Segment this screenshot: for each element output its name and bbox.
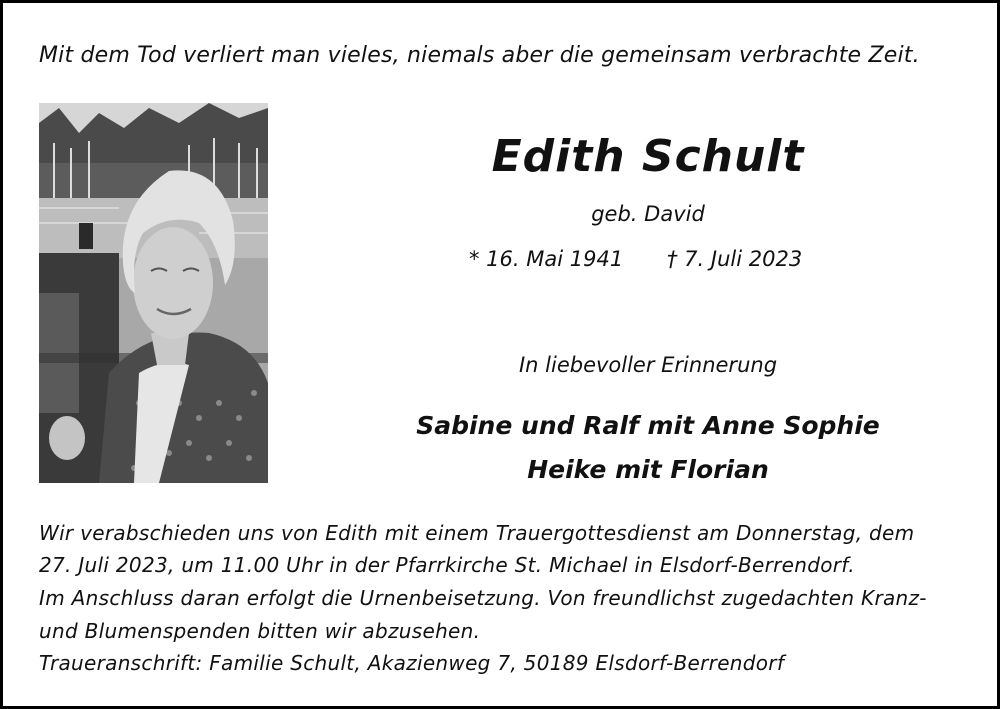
birth-date: * 16. Mai 1941 bbox=[469, 247, 624, 271]
mourners-line: Sabine und Ralf mit Anne Sophie bbox=[416, 411, 880, 440]
birth-name: geb. David bbox=[591, 202, 705, 226]
portrait-image bbox=[39, 103, 268, 483]
death-date: † 7. Juli 2023 bbox=[667, 247, 803, 271]
mourning-address: Traueranschrift: Familie Schult, Akazienweg 7, 50189 Elsdorf-Berrendorf bbox=[39, 651, 785, 675]
service-details-line: Im Anschluss daran erfolgt die Urnenbeisetzung. Von freundlichst zugedachten Kranz- bbox=[39, 586, 927, 610]
deceased-name: Edith Schult bbox=[491, 131, 805, 182]
mourners-line: Heike mit Florian bbox=[527, 455, 769, 484]
motto-quote: Mit dem Tod verliert man vieles, niemals aber die gemeinsam verbrachte Zeit. bbox=[39, 43, 920, 68]
portrait-photo bbox=[39, 103, 268, 483]
remembrance-line: In liebevoller Erinnerung bbox=[518, 353, 778, 377]
service-details-line: und Blumenspenden bitten wir abzusehen. bbox=[39, 619, 481, 643]
service-details-line: Wir verabschieden uns von Edith mit einem Trauergottesdienst am Donnerstag, dem bbox=[39, 521, 915, 545]
service-details-line: 27. Juli 2023, um 11.00 Uhr in der Pfarrkirche St. Michael in Elsdorf-Berrendorf. bbox=[39, 553, 855, 577]
